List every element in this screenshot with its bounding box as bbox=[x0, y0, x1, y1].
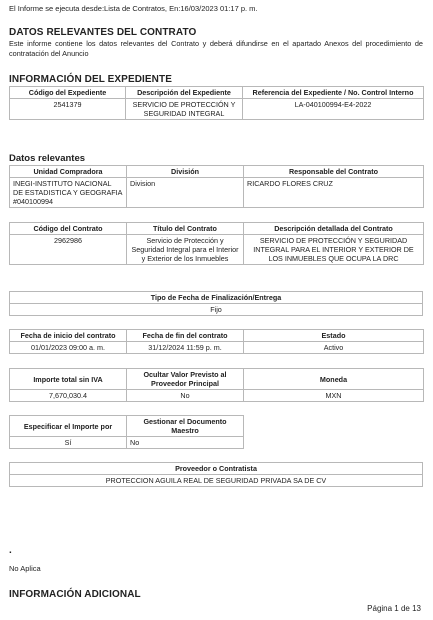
cell-codigo-contrato: 2962986 bbox=[10, 235, 127, 265]
header-tipo-fecha: Tipo de Fecha de Finalización/Entrega bbox=[10, 292, 423, 304]
header-fecha-inicio: Fecha de inicio del contrato bbox=[10, 330, 127, 342]
table-row bbox=[10, 342, 424, 354]
header-ocultar-valor: Ocultar Valor Previsto al Proveedor Principal bbox=[127, 369, 244, 390]
tipo-fecha-table bbox=[9, 291, 423, 316]
table-header-row bbox=[10, 87, 424, 99]
cell-division: Division bbox=[127, 178, 244, 208]
cell-responsable: RICARDO FLORES CRUZ bbox=[244, 178, 424, 208]
header-fecha-fin: Fecha de fin del contrato bbox=[127, 330, 244, 342]
cell-especificar-importe: Sí bbox=[10, 437, 127, 449]
bullet-dot: . bbox=[9, 545, 12, 556]
cell-moneda: MXN bbox=[244, 390, 424, 402]
cell-titulo-contrato: Servicio de Protección y Seguridad Integral para el Interior y Exterior de los Inmuebles bbox=[127, 235, 244, 265]
header-estado: Estado bbox=[244, 330, 424, 342]
cell-tipo-fecha: Fijo bbox=[10, 304, 423, 316]
header-titulo-contrato: Título del Contrato bbox=[127, 223, 244, 235]
page-number: Página 1 de 13 bbox=[367, 604, 421, 613]
header-unidad-compradora: Unidad Compradora bbox=[10, 166, 127, 178]
header-especificar-importe: Especificar el Importe por bbox=[10, 416, 127, 437]
cell-fecha-inicio: 01/01/2023 09:00 a. m. bbox=[10, 342, 127, 354]
table-header-row bbox=[10, 292, 423, 304]
no-aplica-text: No Aplica bbox=[9, 564, 41, 573]
cell-codigo-expediente: 2541379 bbox=[10, 99, 126, 120]
table-row bbox=[10, 235, 424, 265]
header-proveedor: Proveedor o Contratista bbox=[10, 463, 423, 475]
fechas-table bbox=[9, 329, 424, 354]
contrato-table bbox=[9, 222, 424, 265]
header-responsable: Responsable del Contrato bbox=[244, 166, 424, 178]
table-row bbox=[10, 475, 423, 487]
cell-descripcion-contrato: SERVICIO DE PROTECCIÓN Y SEGURIDAD INTEGRAL PARA EL INTERIOR Y EXTERIOR DE LOS INMUEBLES QUE OCUPA LA DRC bbox=[244, 235, 424, 265]
table-header-row bbox=[10, 223, 424, 235]
adicional-section-title: INFORMACIÓN ADICIONAL bbox=[9, 589, 141, 600]
importe-table bbox=[9, 368, 424, 402]
cell-fecha-fin: 31/12/2024 11:59 p. m. bbox=[127, 342, 244, 354]
unidad-table bbox=[9, 165, 424, 208]
cell-referencia-expediente: LA-040100994-E4-2022 bbox=[243, 99, 424, 120]
cell-proveedor: PROTECCION AGUILA REAL DE SEGURIDAD PRIVADA SA DE CV bbox=[10, 475, 423, 487]
header-codigo-expediente: Código del Expediente bbox=[10, 87, 126, 99]
table-header-row bbox=[10, 330, 424, 342]
expediente-section-title: INFORMACIÓN DEL EXPEDIENTE bbox=[9, 74, 172, 85]
table-header-row bbox=[10, 416, 244, 437]
header-gestionar-documento: Gestionar el Documento Maestro bbox=[127, 416, 244, 437]
header-importe-total: Importe total sin IVA bbox=[10, 369, 127, 390]
cell-descripcion-expediente: SERVICIO DE PROTECCIÓN Y SEGURIDAD INTEGRAL bbox=[126, 99, 243, 120]
header-referencia-expediente: Referencia del Expediente / No. Control Interno bbox=[243, 87, 424, 99]
cell-importe-total: 7,670,030.4 bbox=[10, 390, 127, 402]
cell-gestionar-documento: No bbox=[127, 437, 244, 449]
table-row bbox=[10, 178, 424, 208]
especificar-table bbox=[9, 415, 244, 449]
report-run-info: El Informe se ejecuta desde:Lista de Contratos, En:16/03/2023 01:17 p. m. bbox=[9, 4, 258, 13]
expediente-table bbox=[9, 86, 424, 120]
datos-section-title: Datos relevantes bbox=[9, 153, 86, 164]
header-moneda: Moneda bbox=[244, 369, 424, 390]
cell-unidad-compradora: INEGI-INSTITUTO NACIONAL DE ESTADISTICA Y GEOGRAFIA #040100994 bbox=[10, 178, 127, 208]
table-header-row bbox=[10, 463, 423, 475]
table-row bbox=[10, 304, 423, 316]
table-row bbox=[10, 437, 244, 449]
header-division: División bbox=[127, 166, 244, 178]
table-row bbox=[10, 99, 424, 120]
header-descripcion-expediente: Descripción del Expediente bbox=[126, 87, 243, 99]
table-header-row bbox=[10, 166, 424, 178]
header-descripcion-contrato: Descripción detallada del Contrato bbox=[244, 223, 424, 235]
page-title: DATOS RELEVANTES DEL CONTRATO bbox=[9, 27, 197, 38]
cell-estado: Activo bbox=[244, 342, 424, 354]
proveedor-table bbox=[9, 462, 423, 487]
cell-ocultar-valor: No bbox=[127, 390, 244, 402]
header-codigo-contrato: Código del Contrato bbox=[10, 223, 127, 235]
intro-text: Este informe contiene los datos relevantes del Contrato y deberá difundirse en el apartado Anexos del procedimiento de contratación del Anuncio bbox=[9, 39, 423, 58]
table-row bbox=[10, 390, 424, 402]
table-header-row bbox=[10, 369, 424, 390]
